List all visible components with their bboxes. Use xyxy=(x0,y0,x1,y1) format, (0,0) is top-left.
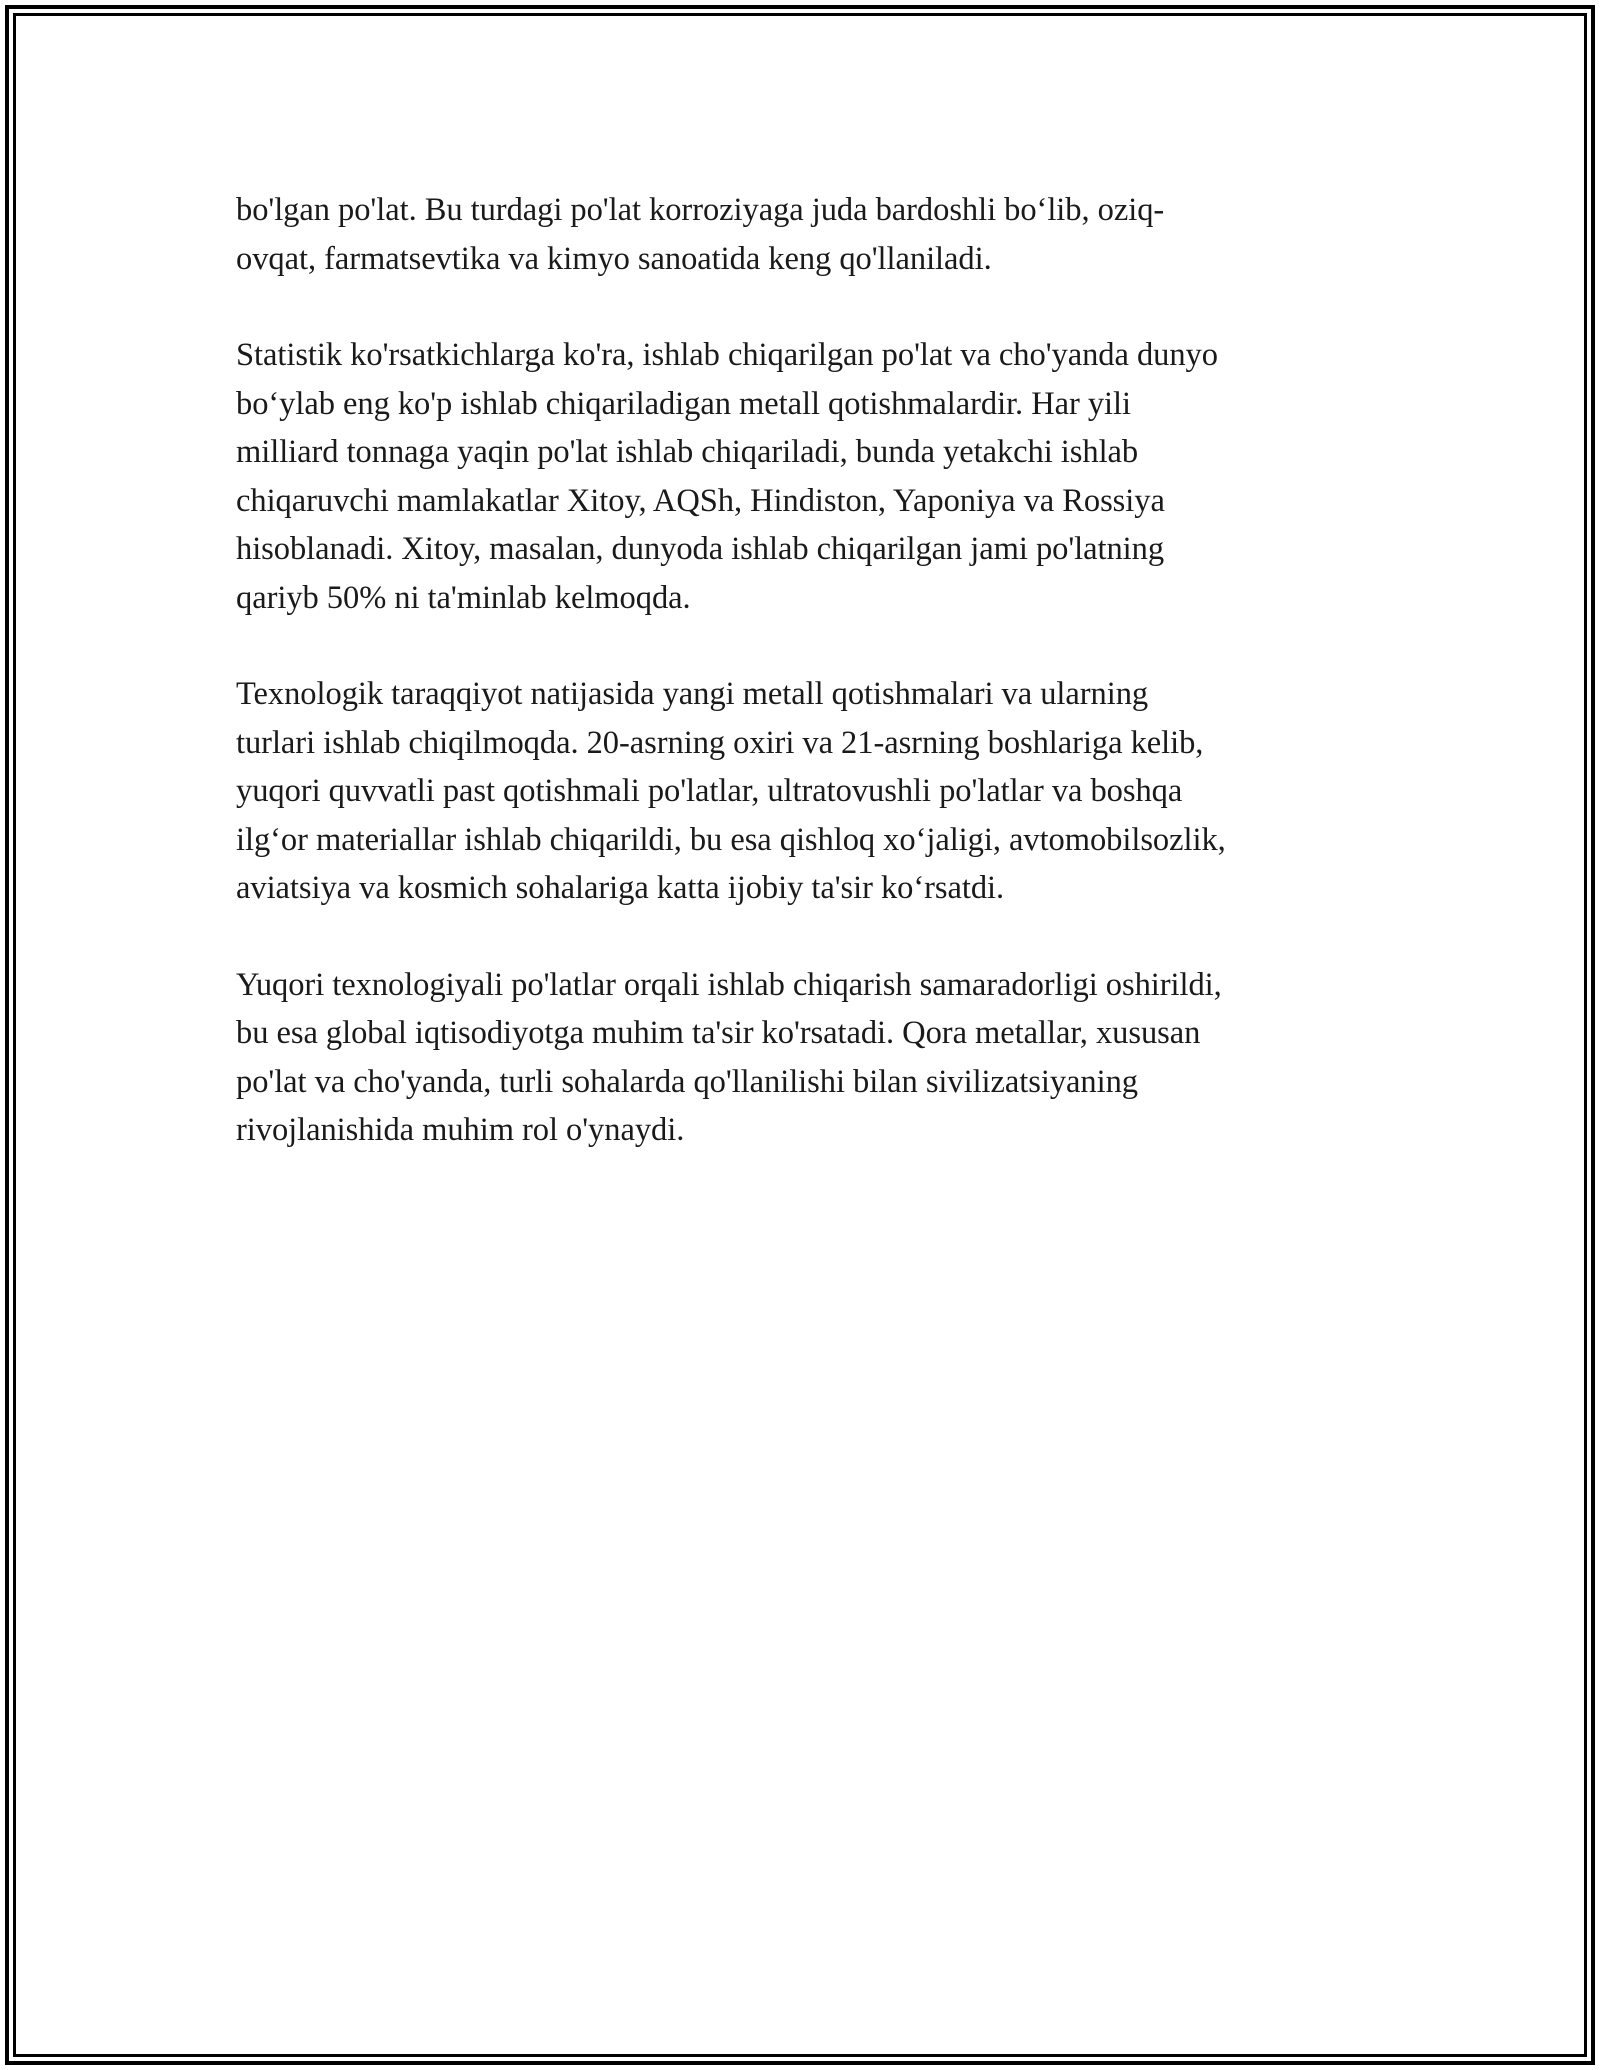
text-line: chiqaruvchi mamlakatlar Xitoy, AQSh, Hindiston, Yaponiya va Rossiya xyxy=(236,482,1165,519)
text-line: bo‘ylab eng ko'p ishlab chiqariladigan metall qotishmalardir. Har yili xyxy=(236,385,1131,422)
paragraph-4 xyxy=(236,961,1366,1155)
text-line: rivojlanishida muhim rol o'ynaydi. xyxy=(236,1112,685,1148)
text-line: Yuqori texnologiyali po'latlar orqali ishlab chiqarish samaradorligi oshirildi, xyxy=(236,966,1222,1003)
text-line: ilg‘or materiallar ishlab chiqarildi, bu esa qishloq xo‘jaligi, avtomobilsozlik, xyxy=(236,821,1226,858)
text-line: Texnologik taraqqiyot natijasida yangi metall qotishmalari va ularning xyxy=(236,676,1149,712)
paragraph-1 xyxy=(236,186,1366,283)
text-line: hisoblanadi. Xitoy, masalan, dunyoda ishlab chiqarilgan jami po'latning xyxy=(236,531,1165,567)
text-line: ovqat, farmatsevtika va kimyo sanoatida keng qo'llaniladi. xyxy=(236,240,992,277)
text-line: qariyb 50% ni ta'minlab kelmoqda. xyxy=(236,579,691,616)
text-line: Statistik ko'rsatkichlarga ko'ra, ishlab chiqarilgan po'lat va cho'yanda dunyo xyxy=(236,337,1218,373)
text-line: turlari ishlab chiqilmoqda. 20-asrning oxiri va 21-asrning boshlariga kelib, xyxy=(236,724,1204,761)
paragraph-3 xyxy=(236,670,1366,913)
text-line: milliard tonnaga yaqin po'lat ishlab chiqariladi, bunda yetakchi ishlab xyxy=(236,434,1139,470)
text-line: bo'lgan po'lat. Bu turdagi po'lat korroziyaga juda bardoshli bo‘lib, oziq- xyxy=(236,192,1165,228)
text-line: yuqori quvvatli past qotishmali po'latlar, ultratovushli po'latlar va boshqa xyxy=(236,773,1183,809)
text-line: bu esa global iqtisodiyotga muhim ta'sir ko'rsatadi. Qora metallar, xususan xyxy=(236,1015,1201,1051)
document-body xyxy=(236,186,1366,1203)
text-line: aviatsiya va kosmich sohalariga katta ijobiy ta'sir ko‘rsatdi. xyxy=(236,870,1005,906)
paragraph-2 xyxy=(236,331,1366,622)
text-line: po'lat va cho'yanda, turli sohalarda qo'llanilishi bilan sivilizatsiyaning xyxy=(236,1063,1139,1100)
